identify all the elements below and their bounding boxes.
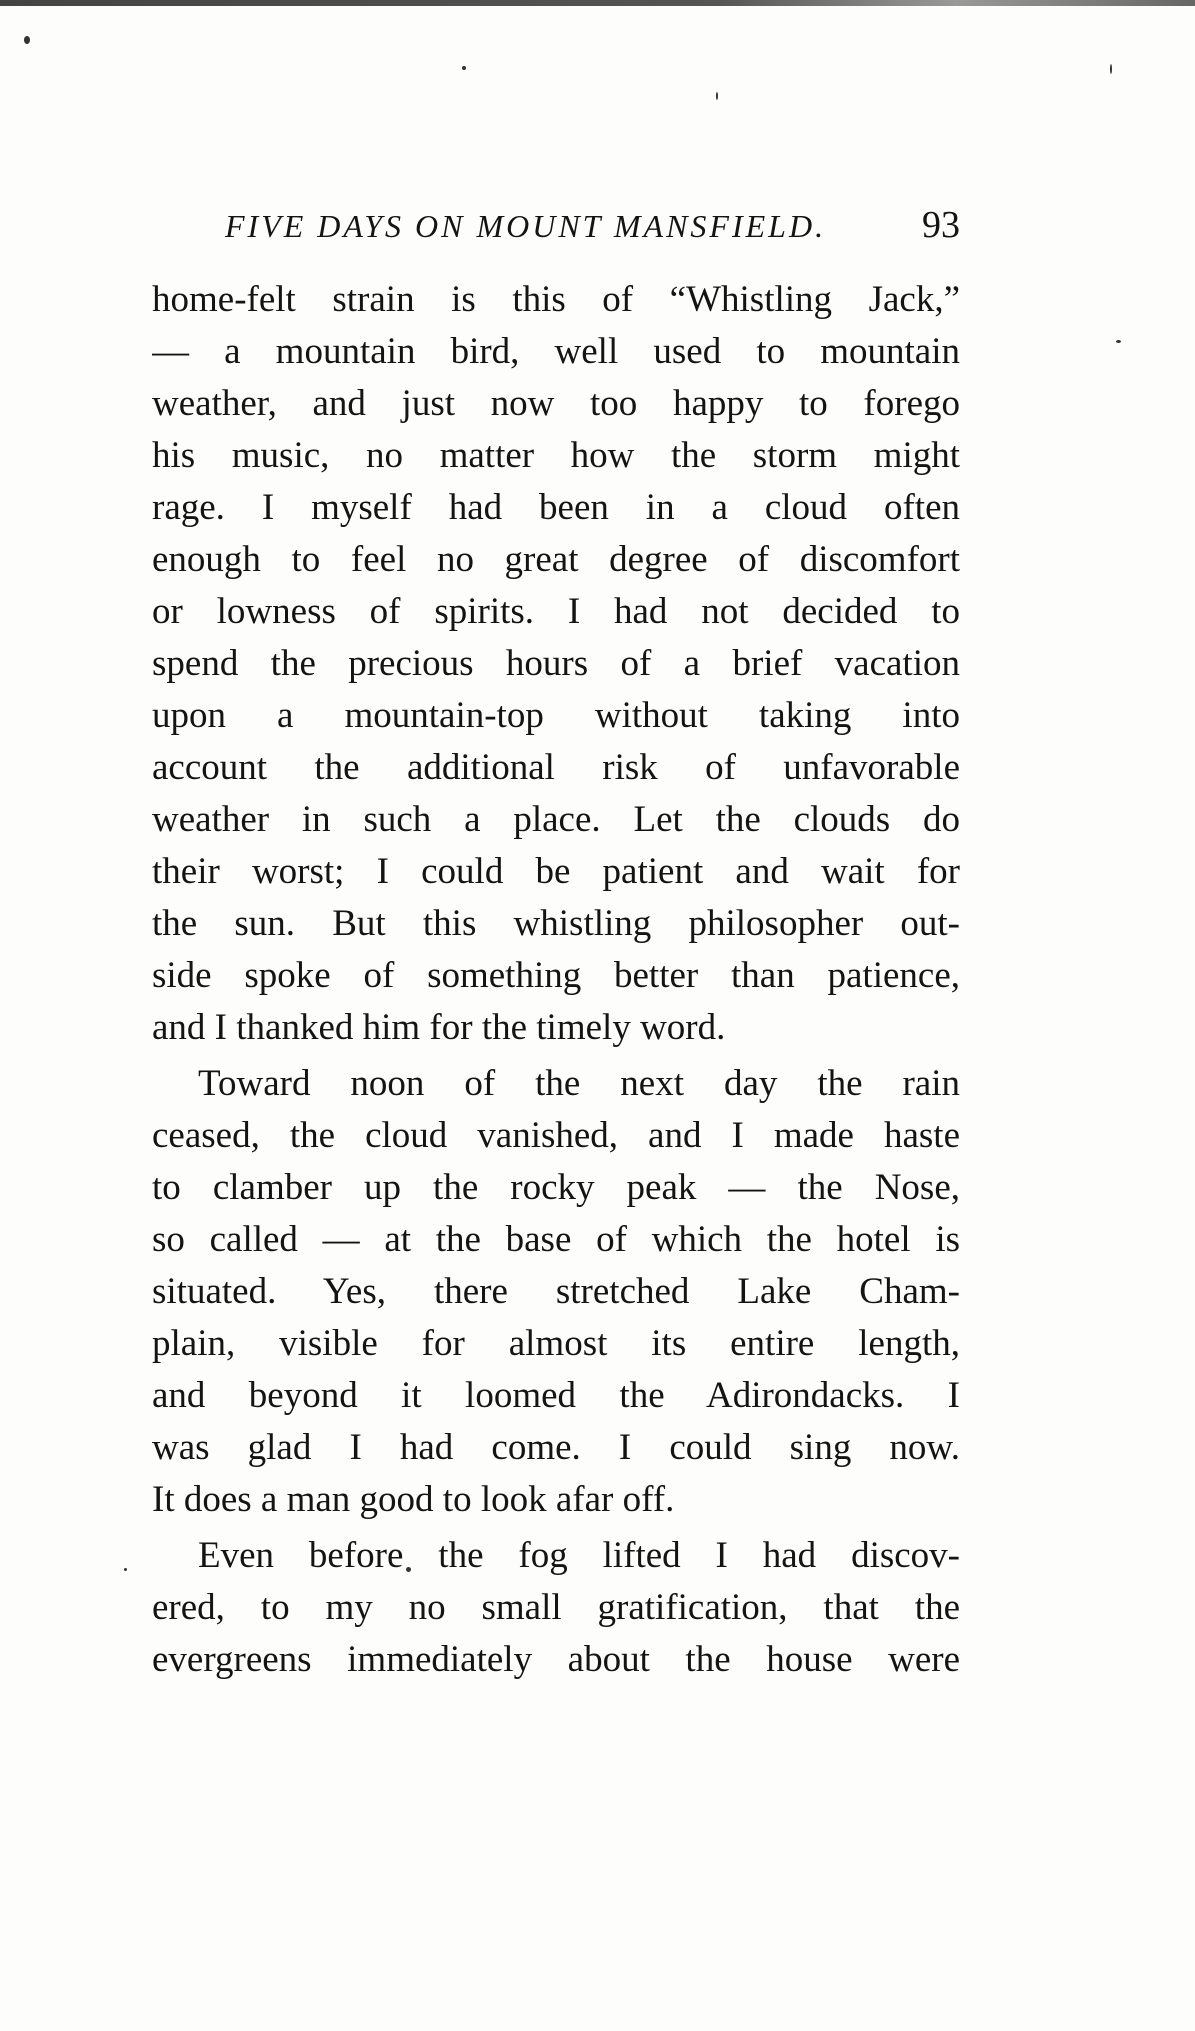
- text-line: situated. Yes, there stretched Lake Cham-: [152, 1271, 960, 1312]
- text-line: — a mountain bird, well used to mountain: [152, 331, 960, 372]
- ink-speck: [1116, 340, 1121, 343]
- ink-speck: [124, 1568, 127, 1571]
- text-line: the sun. But this whistling philosopher out-: [152, 903, 960, 944]
- text-line: enough to feel no great degree of discomfort: [152, 539, 960, 580]
- text-line: ered, to my no small gratification, that the: [152, 1587, 960, 1628]
- text-line: Even before the fog lifted I had discov-: [198, 1535, 960, 1576]
- paragraph: [152, 274, 960, 1054]
- text-line: or lowness of spirits. I had not decided to: [152, 591, 960, 632]
- text-line: and I thanked him for the timely word.: [152, 1007, 726, 1048]
- text-line: Toward noon of the next day the rain: [198, 1063, 960, 1104]
- text-line: ceased, the cloud vanished, and I made haste: [152, 1115, 960, 1156]
- running-head: [225, 203, 960, 255]
- body-text: [152, 274, 960, 1686]
- text-line: account the additional risk of unfavorable: [152, 747, 960, 788]
- text-line: evergreens immediately about the house were: [152, 1639, 960, 1680]
- text-line: his music, no matter how the storm might: [152, 435, 960, 476]
- page-number: 93: [922, 204, 960, 246]
- running-title: FIVE DAYS ON MOUNT MANSFIELD.: [225, 208, 827, 244]
- text-line: weather, and just now too happy to forego: [152, 383, 960, 424]
- text-line: was glad I had come. I could sing now.: [152, 1427, 960, 1468]
- paragraph: [152, 1058, 960, 1526]
- text-line: and beyond it loomed the Adirondacks. I: [152, 1375, 960, 1416]
- text-line: to clamber up the rocky peak — the Nose,: [152, 1167, 960, 1208]
- text-line: their worst; I could be patient and wait for: [152, 851, 960, 892]
- text-line: upon a mountain-top without taking into: [152, 695, 960, 736]
- text-line: plain, visible for almost its entire length,: [152, 1323, 960, 1364]
- text-line: spend the precious hours of a brief vacation: [152, 643, 960, 684]
- ink-speck: [716, 92, 718, 100]
- text-line: weather in such a place. Let the clouds do: [152, 799, 960, 840]
- page-top-edge: [0, 0, 1195, 6]
- text-line: so called — at the base of which the hotel is: [152, 1219, 960, 1260]
- paragraph: [152, 1530, 960, 1686]
- ink-speck: [24, 36, 30, 44]
- text-line: It does a man good to look afar off.: [152, 1479, 675, 1520]
- text-line: side spoke of something better than patience,: [152, 955, 960, 996]
- text-line: home-felt strain is this of “Whistling Jack,”: [152, 279, 960, 320]
- ink-speck: [1110, 64, 1112, 74]
- text-line: rage. I myself had been in a cloud often: [152, 487, 960, 528]
- ink-speck: [462, 66, 466, 70]
